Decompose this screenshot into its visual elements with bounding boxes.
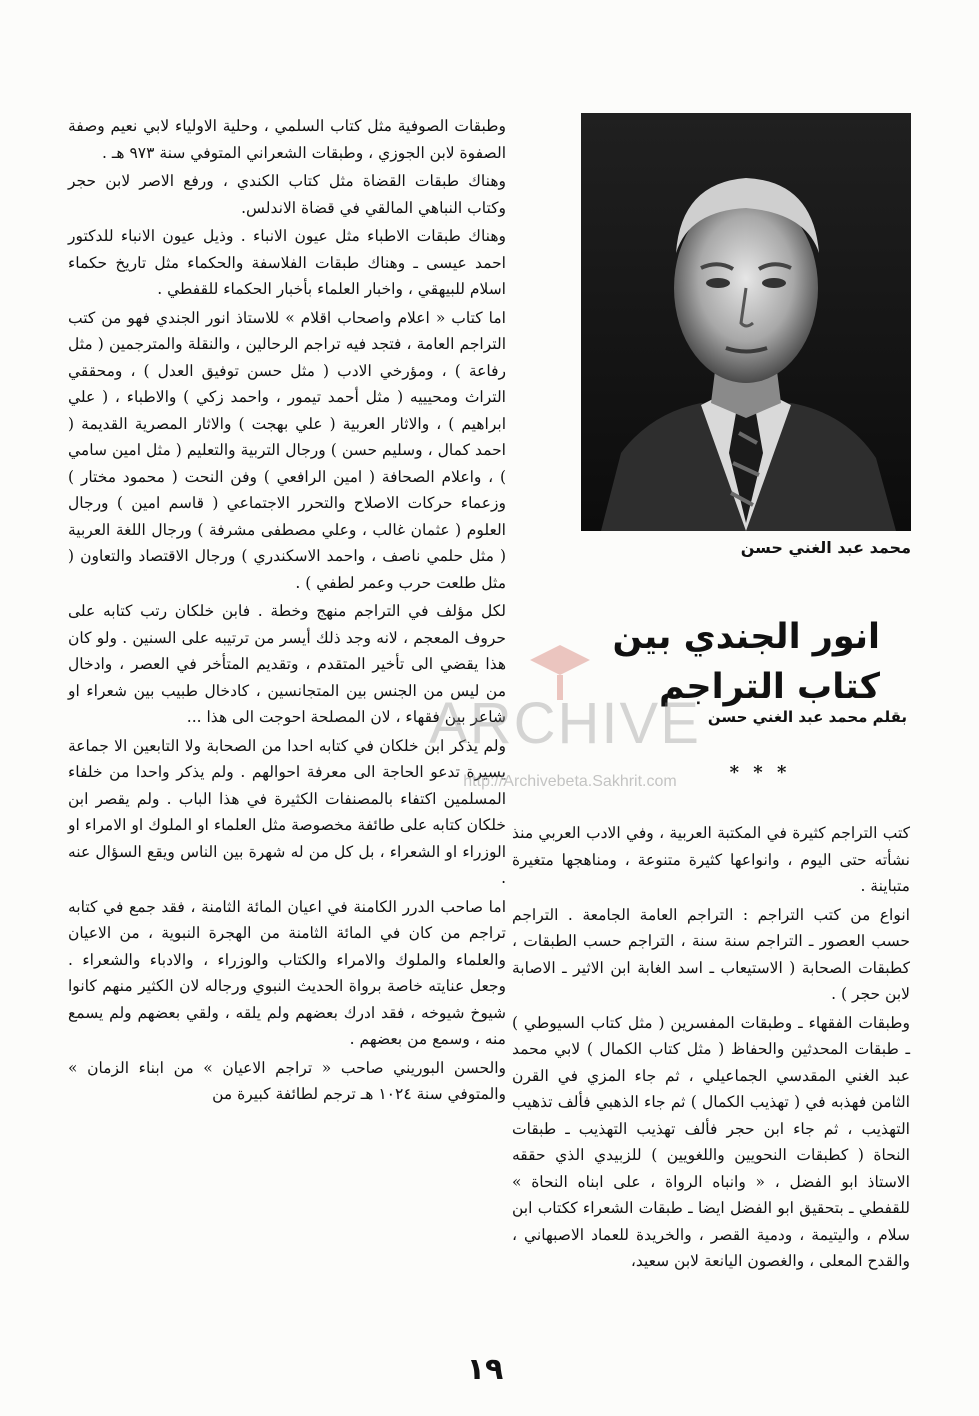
paragraph: اما صاحب الدرر الكامنة في اعيان المائة الثامنة ، فقد جمع في كتابه تراجم من كان في المائة الثامنة من الهجرة النبوية ، من الاعيان والعلماء والملوك والامراء والكتاب والوزراء ، والادباء والشعراء . وجعل عنايته خاصة برواة الحديث النبوي ورجاله لان الكثير منهم كانوا شيوخ شيوخه ، فقد ادرك بعضهم ولم يلقه ، ولقي بعضهم ولم يسمع منه ، وسمع من بعضهم . <box>68 897 506 1048</box>
paragraph: ولم يذكر ابن خلكان في كتابه احدا من الصحابة ولا التابعين الا جماعة يسيرة تدعو الحاجة الى معرفة احوالهم . ولم يذكر واحدا من خلفاء المسلمين اكتفاء بالمصنفات الكثيرة في هذا الباب . ولم يقصر ابن خلكان كتابه على طائفة مخصوصة مثل العلماء او الملوك او الامراء او الوزراء او الشعراء ، بل كل من له شهرة بين الناس ويقع السؤال عنه . <box>68 736 506 887</box>
section-separator: * * * <box>729 762 791 783</box>
photo-caption: محمد عبد الغني حسن <box>740 538 911 557</box>
paragraph: وطبقات الصوفية مثل كتاب السلمي ، وحلية الاولياء لابي نعيم وصفة الصفوة لابن الجوزي ، وطبقات الشعراني المتوفي سنة ٩٧٣ هـ . <box>68 117 506 162</box>
left-text-column <box>68 113 506 1110</box>
paragraph: لكل مؤلف في التراجم منهج وخطة . فابن خلكان رتب كتابه على حروف المعجم ، لانه وجد ذلك أيسر من ترتيبه على السنين . ولو كان هذا يقضي الى تأخير المتقدم ، وتقديم المتأخر في العصر ، وادخال من ليس من الجنس بين المتجانسين ، كادخال طبيب بين شعراء او شاعر بين فقهاء ، لان المصلحة احوجت الى هذا ... <box>68 602 506 726</box>
paragraph: وهناك طبقات الاطباء مثل عيون الانباء . وذيل عيون الانباء للدكتور احمد عيسى ـ وهناك طبقات الفلاسفة والحكماء مثل تاريخ حكماء اسلام للبيهقي ، واخبار العلماء بأخبار الحكماء للقفطي . <box>68 227 506 298</box>
right-text-column <box>512 820 910 1277</box>
article-byline: بقلم محمد عبد الغني حسن <box>707 708 907 726</box>
paragraph: والحسن البوريني صاحب « تراجم الاعيان » من ابناء الزمان » والمتوفي سنة ١٠٢٤ هـ ترجم لطائفة كبيرة من <box>68 1058 506 1103</box>
paragraph: كتب التراجم كثيرة في المكتبة العربية ، وفي الادب العربي منذ نشأته حتى اليوم ، وانواعها كثيرة متنوعة ، ومناهجها متغيرة متباينة . <box>512 824 910 895</box>
watermark-url: http://Archivebeta.Sakhrit.com <box>463 773 677 790</box>
page-number: ١٩ <box>466 1352 504 1387</box>
portrait-image <box>581 113 911 531</box>
author-portrait-photo <box>581 113 911 531</box>
watermark-text: ARCHIVE <box>429 691 701 756</box>
paragraph: وهناك طبقات القضاة مثل كتاب الكندي ، ورفع الاصر لابن حجر وكتاب النباهي المالقي في قضاة الاندلس. <box>68 172 506 217</box>
paragraph: انواع من كتب التراجم : التراجم العامة الجامعة . التراجم حسب العصور ـ التراجم سنة سنة ، التراجم حسب الطبقات ، كطبقات الصحابة ( الاستيعاب ـ اسد الغابة ابن الاثير ـ الاصابة لابن حجر ) . <box>512 905 910 1003</box>
article-title: انور الجندي بين كتاب التراجم <box>612 617 880 707</box>
paragraph: اما كتاب « اعلام واصحاب اقلام » للاستاذ انور الجندي فهو من كتب التراجم العامة ، فتجد فيه تراجم الرحالين ، والنقلة والمترجمين ( مثل رفاعة ) ، ومؤرخي الادب ( مثل حسن توفيق العدل ) ، ومحققي التراث ومحيييه ( مثل أحمد تيمور ، واحمد زكي ) والاطباء ، ( علي ابراهيم ) ، والاثار العربية ( علي بهجت ) والاثار المصرية القديمة ( احمد كمال ، وسليم حسن ) ورجال التربية والتعليم ( مثل امين سامي ) ، واعلام الصحافة ( امين الرافعي ) وفن النحت ( محمود مختار ) وزعماء حركات الاصلاح والتحرر الاجتماعي ( قاسم امين ) ورجال العلوم ( عثمان غالب ، وعلي مصطفى مشرفة ) ورجال اللغة العربية ( مثل حلمي ناصف ، واحمد الاسكندري ) ورجال الاقتصاد والتعاون ( مثل طلعت حرب وعمر لطفي ) . <box>68 308 506 592</box>
paragraph: وطبقات الفقهاء ـ وطبقات المفسرين ( مثل كتاب السيوطي ) ـ طبقات المحدثين والحفاظ ( مثل كتاب الكمال ) لابي محمد عبد الغني المقدسي الجماعيلي ، ثم جاء المزي في القرن الثامن فهذبه في ( تهذيب الكمال ) ثم جاء الذهبي فألف تذهيب التهذيب ، ثم جاء ابن حجر فألف تهذيب التهذيب ـ طبقات النحاة ( كطبقات النحويين واللغويين ) للزبيدي الذي حققه الاستاذ ابو الفضل ، « وانباه الرواة ، على ابناه النحاة » للقفطي ـ بتحقيق ابو الفضل ايضا ـ طبقات الشعراء ككتاب ابن سلام ، واليتيمة ، ودمية القصر ، والخريدة للعماد الاصبهاني ، والقدح المعلى ، والغصون اليانعة لابن سعيد، <box>512 1013 910 1270</box>
